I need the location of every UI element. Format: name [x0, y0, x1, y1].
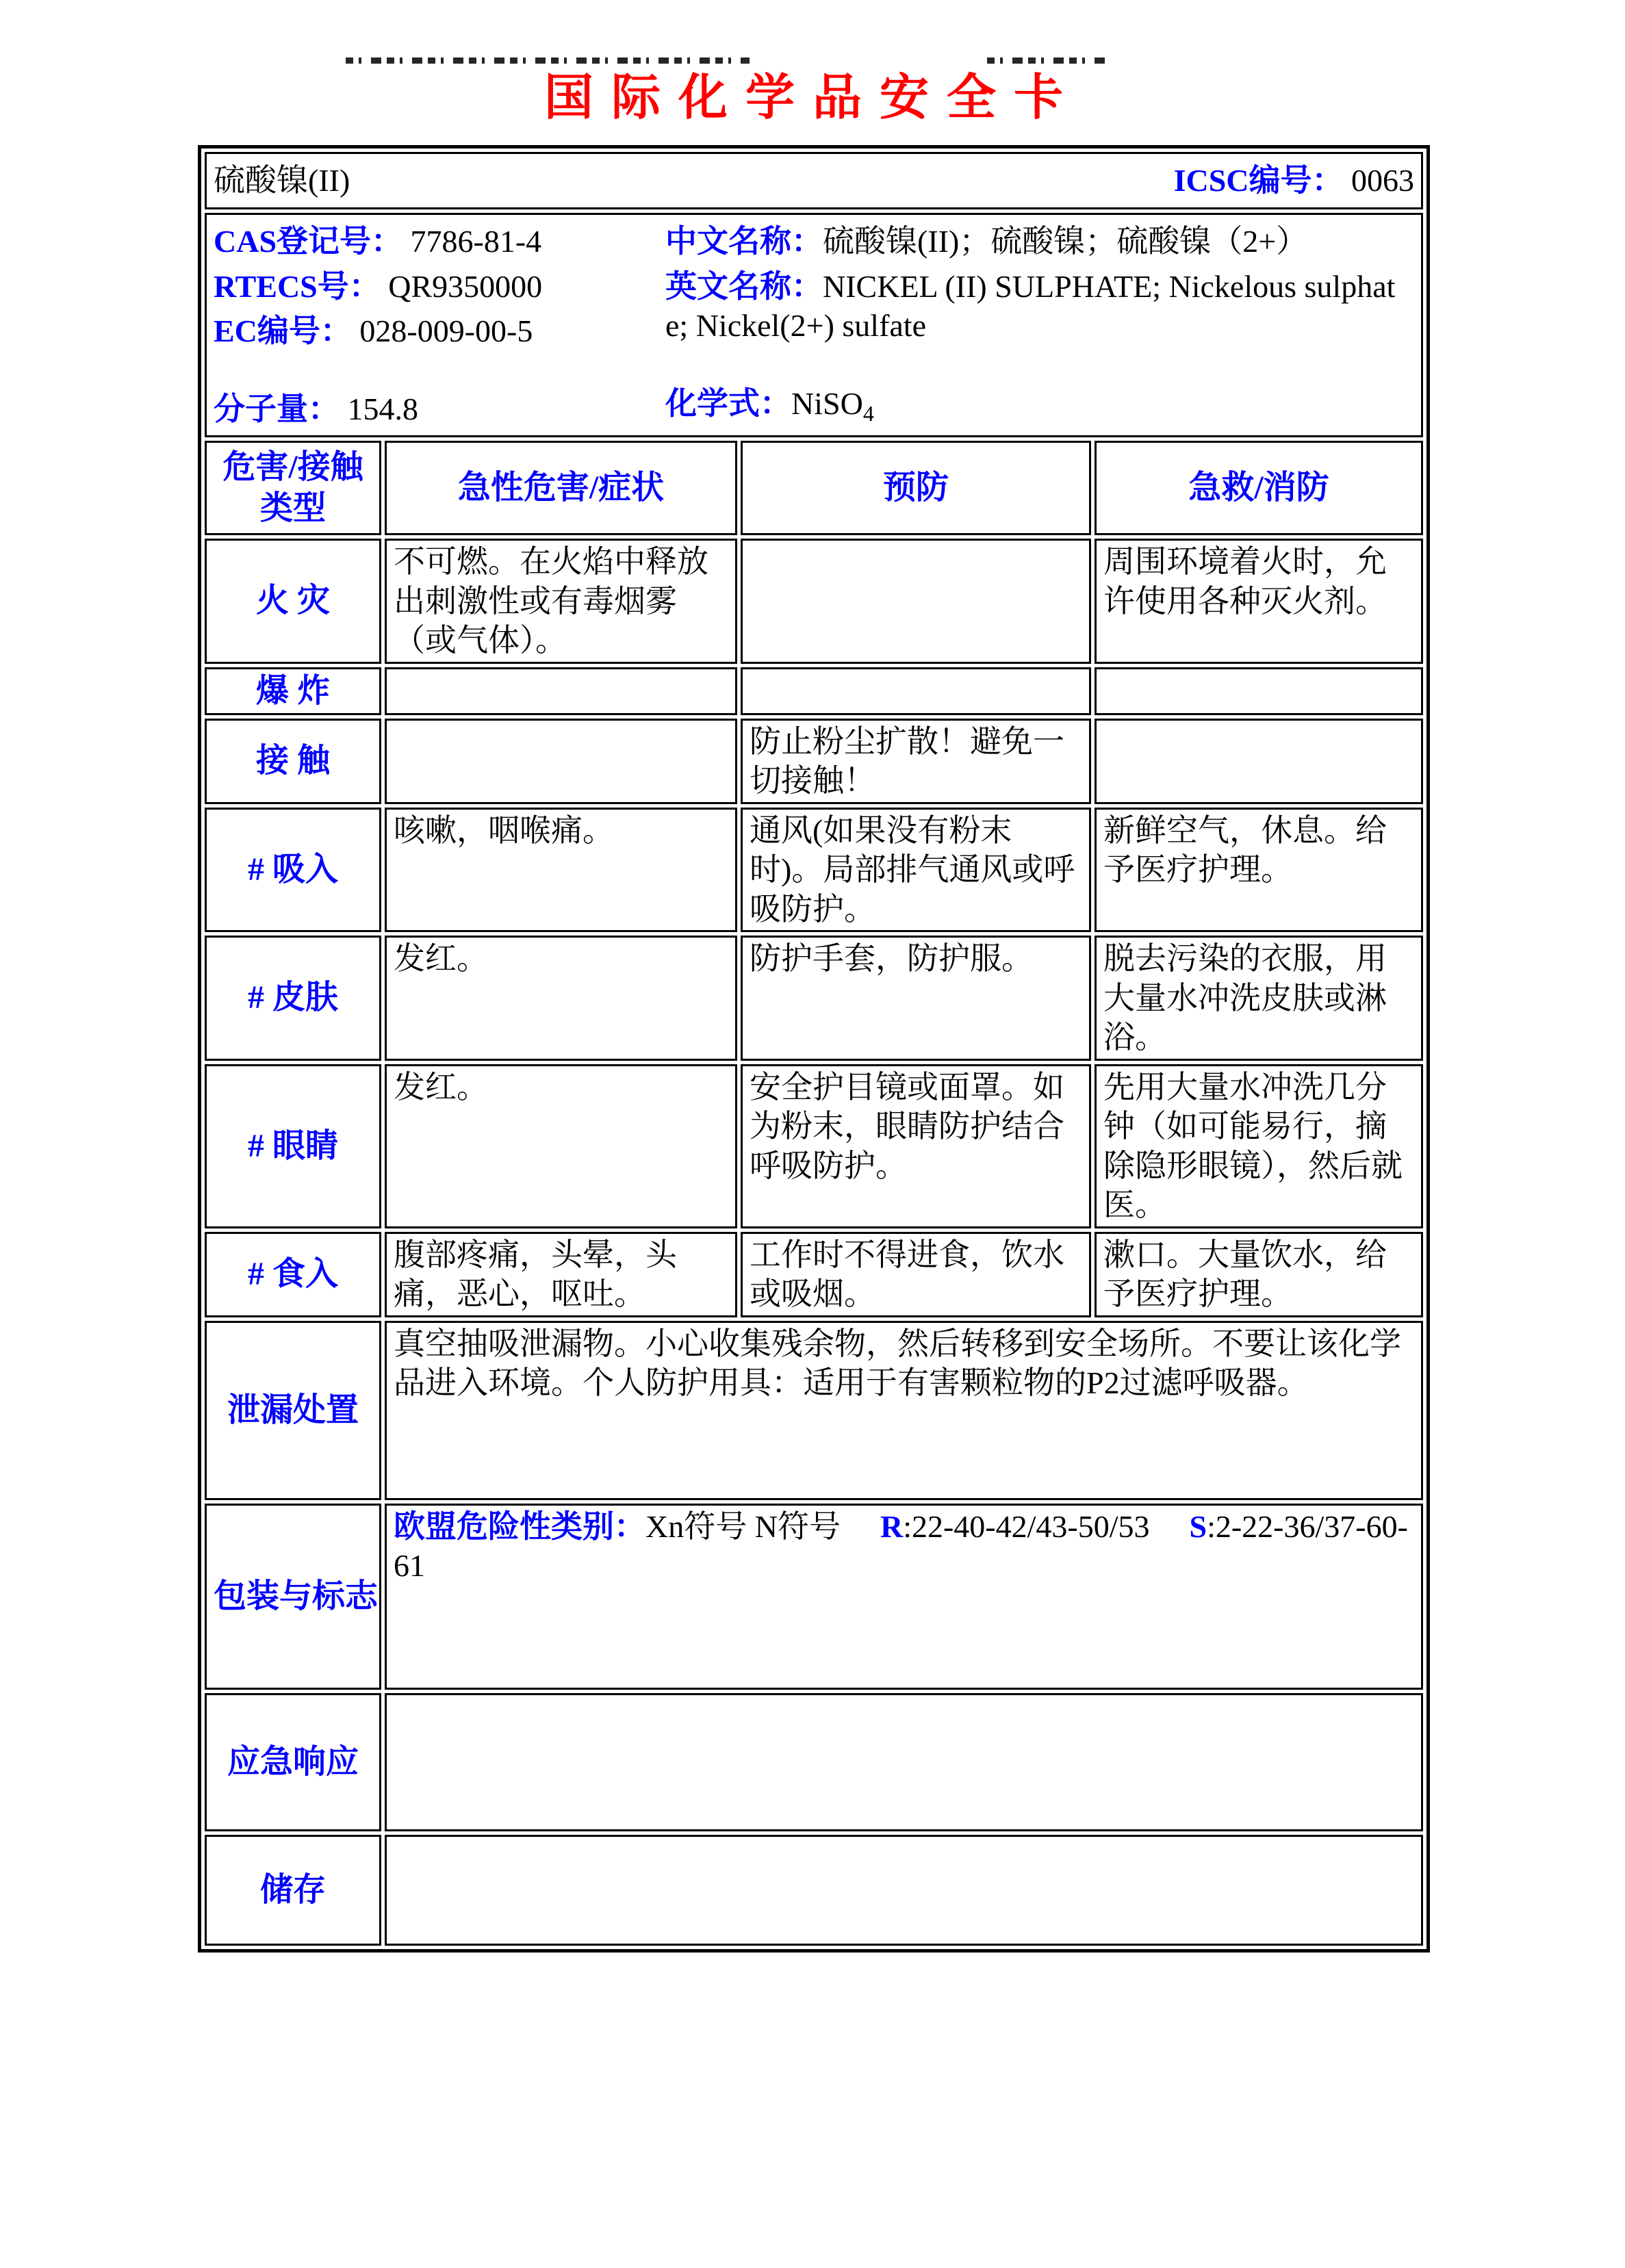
hazard-row-explosion: [205, 667, 1423, 715]
skin-symptoms: 发红。: [385, 936, 737, 1061]
eyes-symptoms: 发红。: [385, 1064, 737, 1228]
chinese-name-line: [665, 222, 1414, 261]
clipped-print-header-left: [346, 57, 750, 64]
row-label-explosion: 爆 炸: [205, 667, 381, 715]
hazard-table-header-row: [205, 441, 1423, 535]
hazard-row-eyes: [205, 1064, 1423, 1228]
header-first-aid: 急救/消防: [1095, 441, 1423, 535]
explosion-symptoms: [385, 667, 737, 715]
page-title: 国际化学品安全卡: [543, 70, 1081, 125]
row-label-storage: 储存: [205, 1835, 381, 1946]
row-label-packaging: 包装与标志: [205, 1504, 381, 1690]
section-row-packaging: [205, 1504, 1423, 1690]
identifiers-row: [205, 213, 1423, 437]
r-phrase-value: :22-40-42/43-50/53: [903, 1508, 1150, 1544]
row-label-spill: 泄漏处置: [205, 1321, 381, 1500]
row-label-eyes: # 眼睛: [205, 1064, 381, 1228]
english-name-value: NICKEL (II) SULPHATE; Nickelous sulphate; Nickel(2+) sulfate: [665, 268, 1396, 343]
hazard-row-exposure: [205, 719, 1423, 804]
header-prevention: 预防: [741, 441, 1091, 535]
ec-value: 028-009-00-5: [359, 313, 533, 348]
ingestion-first-aid: 漱口。大量饮水，给予医疗护理。: [1095, 1232, 1423, 1317]
substance-header-cell: [205, 152, 1423, 209]
eu-class-label: 欧盟危险性类别：: [394, 1508, 645, 1544]
english-name-line: [665, 267, 1414, 346]
eyes-first-aid: 先用大量水冲洗几分钟（如可能易行，摘除隐形眼镜），然后就医。: [1095, 1064, 1423, 1228]
ec-number-line: [214, 311, 665, 351]
formula-label: 化学式：: [665, 385, 791, 421]
section-row-storage: [205, 1835, 1423, 1946]
section-row-emergency: [205, 1693, 1423, 1831]
icsc-page: [0, 57, 1625, 2268]
icsc-number-label: ICSC编号：: [1173, 163, 1344, 198]
formula-value: NiSO: [791, 385, 863, 421]
header-symptoms: 急性危害/症状: [385, 441, 737, 535]
ec-label: EC编号：: [214, 313, 352, 348]
safety-card-table: [198, 145, 1430, 1953]
substance-header-row: [205, 152, 1423, 209]
chinese-name-label: 中文名称：: [665, 224, 823, 259]
identifiers-cell: [205, 213, 1423, 437]
cas-value: 7786-81-4: [410, 224, 542, 259]
fire-symptoms: 不可燃。在火焰中释放出刺激性或有毒烟雾（或气体）。: [385, 539, 737, 664]
eyes-prevention: 安全护目镜或面罩。如为粉末，眼睛防护结合呼吸防护。: [741, 1064, 1091, 1228]
registry-numbers-block: [214, 216, 665, 434]
row-label-inhalation: # 吸入: [205, 808, 381, 933]
hazard-row-inhalation: [205, 808, 1423, 933]
formula-subscript: 4: [862, 400, 874, 426]
fire-first-aid: 周围环境着火时，允许使用各种灭火剂。: [1095, 539, 1423, 664]
s-phrase-label: S: [1189, 1508, 1207, 1544]
header-hazard-type: 危害/接触类型: [205, 441, 381, 535]
row-label-fire: 火 灾: [205, 539, 381, 664]
icsc-number-value: 0063: [1351, 163, 1415, 198]
exposure-symptoms: [385, 719, 737, 804]
explosion-first-aid: [1095, 667, 1423, 715]
cas-number-line: [214, 222, 665, 261]
formula-line: [665, 384, 1414, 427]
cas-label: CAS登记号：: [214, 224, 403, 259]
row-label-emergency: 应急响应: [205, 1693, 381, 1831]
inhalation-first-aid: 新鲜空气，休息。给予医疗护理。: [1095, 808, 1423, 933]
names-block: [665, 216, 1414, 434]
inhalation-prevention: 通风(如果没有粉末时)。局部排气通风或呼吸防护。: [741, 808, 1091, 933]
hazard-row-skin: [205, 936, 1423, 1061]
ingestion-prevention: 工作时不得进食，饮水或吸烟。: [741, 1232, 1091, 1317]
molecular-weight-line: [214, 389, 665, 429]
spill-content: 真空抽吸泄漏物。小心收集残余物，然后转移到安全场所。不要让该化学品进入环境。个人防护用具：适用于有害颗粒物的P2过滤呼吸器。: [385, 1321, 1423, 1500]
storage-content: [385, 1835, 1423, 1946]
fire-prevention: [741, 539, 1091, 664]
clipped-print-header-right: [987, 57, 1110, 64]
ingestion-symptoms: 腹部疼痛，头晕，头痛，恶心，呕吐。: [385, 1232, 737, 1317]
packaging-content: [385, 1504, 1423, 1690]
substance-name: 硫酸镍(II): [214, 163, 350, 198]
emergency-content: [385, 1693, 1423, 1831]
row-label-ingestion: # 食入: [205, 1232, 381, 1317]
exposure-first-aid: [1095, 719, 1423, 804]
rtecs-value: QR9350000: [388, 268, 543, 304]
skin-first-aid: 脱去污染的衣服，用大量水冲洗皮肤或淋浴。: [1095, 936, 1423, 1061]
chinese-name-value: 硫酸镍(II)；硫酸镍；硫酸镍（2+）: [823, 224, 1308, 259]
hazard-row-ingestion: [205, 1232, 1423, 1317]
icsc-number-group: [1174, 161, 1414, 201]
row-label-skin: # 皮肤: [205, 936, 381, 1061]
eu-class-value: Xn符号 N符号: [645, 1508, 841, 1544]
section-row-spill: [205, 1321, 1423, 1500]
exposure-prevention: 防止粉尘扩散！避免一切接触！: [741, 719, 1091, 804]
inhalation-symptoms: 咳嗽，咽喉痛。: [385, 808, 737, 933]
english-name-label: 英文名称：: [665, 268, 823, 304]
molecular-weight-label: 分子量：: [214, 391, 340, 426]
hazard-row-fire: [205, 539, 1423, 664]
rtecs-label: RTECS号：: [214, 268, 381, 304]
s-phrase-value: :2-22-36/37-60-61: [394, 1508, 1408, 1583]
skin-prevention: 防护手套，防护服。: [741, 936, 1091, 1061]
rtecs-number-line: [214, 267, 665, 307]
r-phrase-label: R: [880, 1508, 904, 1544]
row-label-exposure: 接 触: [205, 719, 381, 804]
molecular-weight-value: 154.8: [347, 391, 418, 426]
explosion-prevention: [741, 667, 1091, 715]
